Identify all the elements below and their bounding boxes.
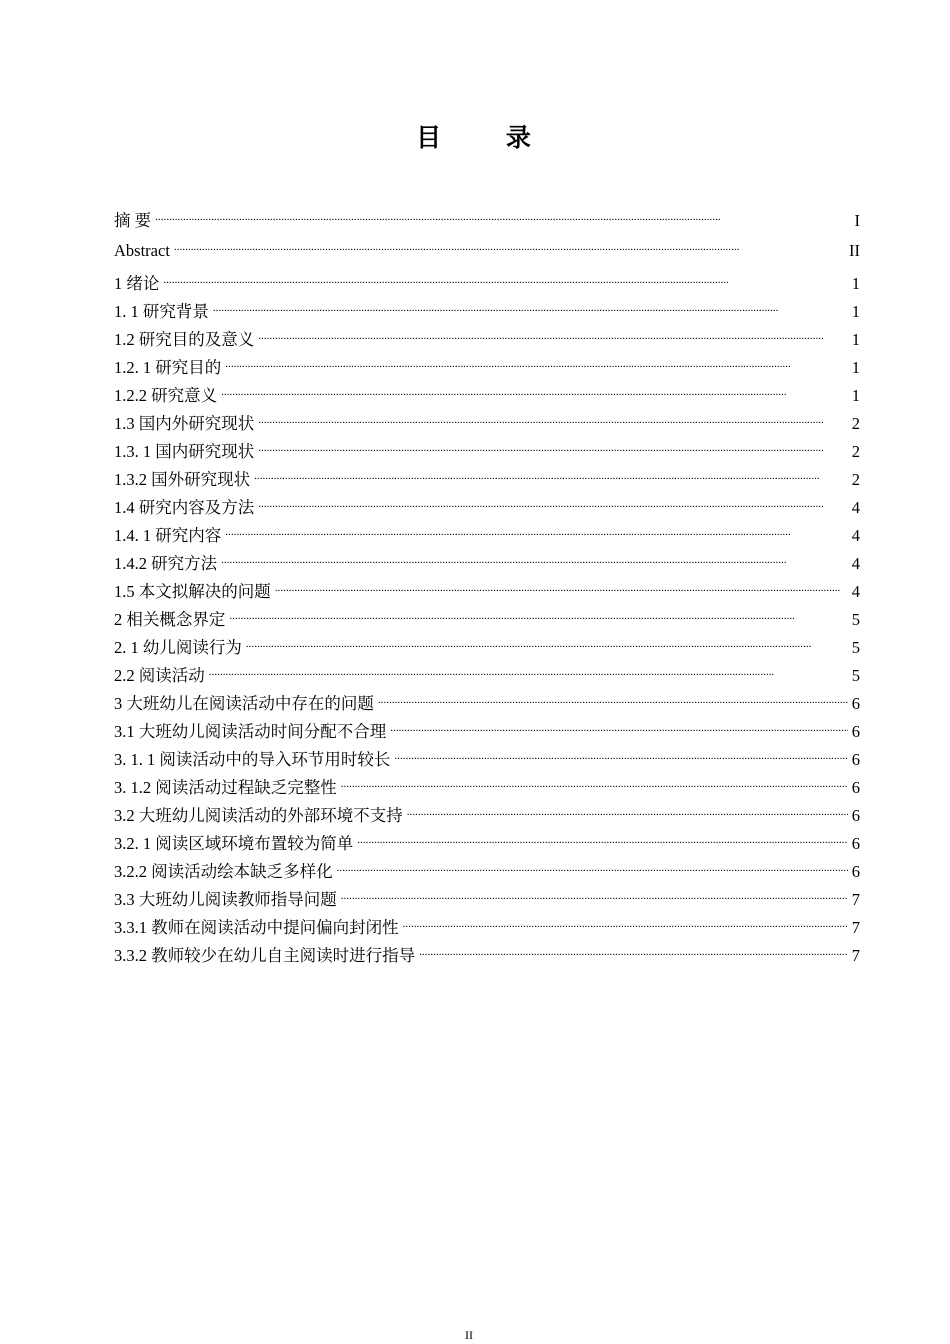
toc-entry-label: 1.4. 1 研究内容 <box>114 526 222 545</box>
dot-leader <box>357 833 848 850</box>
toc-entry-page: 7 <box>851 918 860 937</box>
toc-entry[interactable] <box>114 354 860 382</box>
dot-leader <box>209 665 848 682</box>
page-number: II <box>465 1328 473 1342</box>
toc-entry-label: 3. 1.2 阅读活动过程缺乏完整性 <box>114 778 337 797</box>
toc-entry-page: 4 <box>851 582 860 601</box>
dot-leader <box>225 525 848 542</box>
toc-entry-label: 1.4 研究内容及方法 <box>114 498 255 517</box>
toc-entry[interactable] <box>114 438 860 466</box>
toc-entry-page: 5 <box>851 666 860 685</box>
toc-entry-page: 4 <box>851 554 860 573</box>
toc-entry[interactable] <box>114 914 860 942</box>
toc-entry[interactable] <box>114 466 860 494</box>
toc-entry-page: 6 <box>851 862 860 881</box>
toc-entry[interactable] <box>114 298 860 326</box>
toc-entry-label: 3. 1. 1 阅读活动中的导入环节用时较长 <box>114 750 391 769</box>
toc-entry[interactable] <box>114 942 860 970</box>
toc-entry-label: 1.3 国内外研究现状 <box>114 414 255 433</box>
toc-entry-page: 1 <box>851 386 860 405</box>
toc-entry-page: I <box>854 211 860 230</box>
dot-leader <box>258 413 848 430</box>
dot-leader <box>341 889 848 906</box>
dot-leader <box>174 240 845 257</box>
toc-entry[interactable] <box>114 410 860 438</box>
toc-entry-label: 3.3.2 教师较少在幼儿自主阅读时进行指导 <box>114 946 416 965</box>
toc-entry[interactable] <box>114 746 860 774</box>
dot-leader <box>407 805 848 822</box>
toc-entry-label: 摘 要 <box>114 211 152 230</box>
toc-entry[interactable] <box>114 690 860 718</box>
dot-leader <box>229 609 847 626</box>
toc-entry-page: 6 <box>851 750 860 769</box>
toc-entry-page: 1 <box>851 358 860 377</box>
toc-entry-label: 1.3.2 国外研究现状 <box>114 470 251 489</box>
toc-entry-label: 1.3. 1 国内研究现状 <box>114 442 255 461</box>
toc-entry[interactable] <box>114 578 860 606</box>
dot-leader <box>155 210 848 227</box>
dot-leader <box>258 497 848 514</box>
toc-entry-page: 5 <box>851 610 860 629</box>
dot-leader <box>254 469 848 486</box>
toc-entry-abstract-en[interactable] <box>114 236 860 270</box>
toc-entry-label: 1.2. 1 研究目的 <box>114 358 222 377</box>
dot-leader <box>258 329 848 346</box>
toc-entry[interactable] <box>114 382 860 410</box>
toc-entry[interactable] <box>114 802 860 830</box>
dot-leader <box>337 861 848 878</box>
dot-leader <box>403 917 848 934</box>
toc-entry-label: 3 大班幼儿在阅读活动中存在的问题 <box>114 694 374 713</box>
toc-entry-page: 7 <box>851 890 860 909</box>
toc-entry-page: 2 <box>851 442 860 461</box>
dot-leader <box>275 581 848 598</box>
toc-entry-label: 1.5 本文拟解决的问题 <box>114 582 271 601</box>
toc-entry-label: 1. 1 研究背景 <box>114 302 209 321</box>
dot-leader <box>221 553 848 570</box>
toc-entry-page: 1 <box>851 330 860 349</box>
toc-entry[interactable] <box>114 886 860 914</box>
toc-entry-page: 2 <box>851 470 860 489</box>
toc-entry[interactable] <box>114 270 860 298</box>
toc-entry-page: 4 <box>851 526 860 545</box>
toc-entry-page: 5 <box>851 638 860 657</box>
dot-leader <box>390 721 848 738</box>
toc-entry-label: 1.2.2 研究意义 <box>114 386 218 405</box>
dot-leader <box>221 385 848 402</box>
toc-entry-label: 3.2 大班幼儿阅读活动的外部环境不支持 <box>114 806 403 825</box>
toc-entry-page: 6 <box>851 834 860 853</box>
toc-entry[interactable] <box>114 858 860 886</box>
toc-entry-abstract-cn[interactable] <box>114 206 860 236</box>
toc-entry-label: 1.2 研究目的及意义 <box>114 330 255 349</box>
toc-entry-page: 1 <box>851 302 860 321</box>
toc-entry[interactable] <box>114 326 860 354</box>
toc-entry[interactable] <box>114 634 860 662</box>
toc-entry-label: 2.2 阅读活动 <box>114 666 205 685</box>
toc-entry[interactable] <box>114 774 860 802</box>
toc-entry-label: 2 相关概念界定 <box>114 610 226 629</box>
toc-entry[interactable] <box>114 718 860 746</box>
toc-entry[interactable] <box>114 494 860 522</box>
toc-entry-label: 3.3 大班幼儿阅读教师指导问题 <box>114 890 337 909</box>
toc-title: 目 录 <box>416 123 559 152</box>
toc-entry-label: 1.4.2 研究方法 <box>114 554 218 573</box>
toc-entry-page: 1 <box>851 274 860 293</box>
dot-leader <box>213 301 848 318</box>
toc-entry[interactable] <box>114 830 860 858</box>
toc-entry-label: 1 绪论 <box>114 274 160 293</box>
dot-leader <box>246 637 848 654</box>
table-of-contents <box>114 206 860 970</box>
toc-entry-page: 6 <box>851 806 860 825</box>
toc-entry-label: 2. 1 幼儿阅读行为 <box>114 638 242 657</box>
dot-leader <box>258 441 848 458</box>
toc-entry-label: 3.2.2 阅读活动绘本缺乏多样化 <box>114 862 333 881</box>
toc-entry-page: 2 <box>851 414 860 433</box>
toc-entry-page: 6 <box>851 778 860 797</box>
dot-leader <box>163 273 847 290</box>
toc-entry-label: 3.1 大班幼儿阅读活动时间分配不合理 <box>114 722 387 741</box>
toc-entry-label: 3.3.1 教师在阅读活动中提问偏向封闭性 <box>114 918 399 937</box>
toc-entry-page: 7 <box>851 946 860 965</box>
toc-entry-label: 3.2. 1 阅读区域环境布置较为简单 <box>114 834 354 853</box>
toc-entry[interactable] <box>114 606 860 634</box>
toc-entry[interactable] <box>114 522 860 550</box>
dot-leader <box>225 357 848 374</box>
toc-entry-page: 6 <box>851 722 860 741</box>
dot-leader <box>394 749 847 766</box>
toc-entry-page: 6 <box>851 694 860 713</box>
toc-entry-label: Abstract <box>114 241 170 260</box>
dot-leader <box>419 945 848 962</box>
dot-leader <box>378 693 848 710</box>
toc-entry-page: 4 <box>851 498 860 517</box>
toc-entry[interactable] <box>114 662 860 690</box>
toc-entry[interactable] <box>114 550 860 578</box>
dot-leader <box>341 777 848 794</box>
toc-entry-page: II <box>849 241 860 260</box>
